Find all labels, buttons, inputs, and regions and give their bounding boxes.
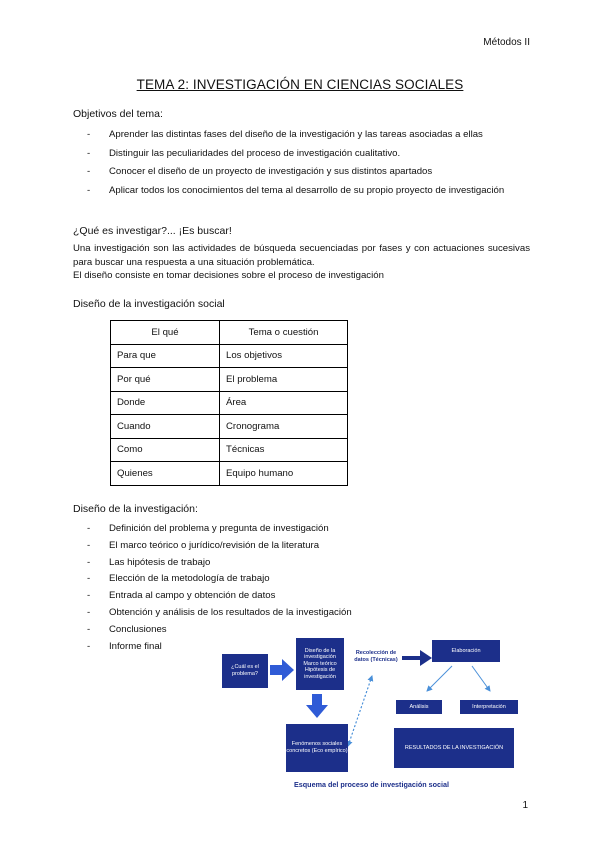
box-elaboration: Elaboración	[432, 640, 500, 662]
objectives-list	[73, 128, 530, 202]
design-steps-heading: Diseño de la investigación:	[73, 503, 198, 515]
design-definition-paragraph: El diseño consiste en tomar decisiones sobre el proceso de investigación	[73, 270, 384, 281]
arrow-down-icon	[306, 694, 328, 718]
list-item: - Aprender las distintas fases del diseño de la investigación y las tareas asociadas a ellas	[73, 128, 530, 142]
box-analysis: Análisis	[396, 700, 442, 714]
table-row	[111, 368, 348, 392]
column-header: Tema o cuestión	[220, 321, 348, 345]
box-interpretation: Interpretación	[460, 700, 518, 714]
social-design-table	[110, 320, 348, 486]
arrow-icon	[427, 666, 452, 691]
table-cell: Donde	[111, 391, 220, 415]
diagram-caption: Esquema del proceso de investigación social	[294, 780, 449, 789]
table-row	[111, 344, 348, 368]
box-results: RESULTADOS DE LA INVESTIGACIÓN	[394, 728, 514, 768]
table-cell: Equipo humano	[220, 462, 348, 486]
table-row	[111, 438, 348, 462]
list-item: - Obtención y análisis de los resultados de la investigación	[73, 606, 530, 620]
table-row	[111, 415, 348, 439]
list-item: - Conclusiones	[73, 623, 530, 637]
list-item: - Aplicar todos los conocimientos del tema al desarrollo de su propio proyecto de investigación	[73, 184, 530, 198]
list-item: - Las hipótesis de trabajo	[73, 556, 530, 570]
list-item: - Informe final	[73, 640, 530, 654]
list-item: - Conocer el diseño de un proyecto de investigación y sus distintos apartados	[73, 165, 530, 179]
list-item: - Distinguir las peculiaridades del proceso de investigación cualitativo.	[73, 147, 530, 161]
table-cell: Cronograma	[220, 415, 348, 439]
table-cell: Como	[111, 438, 220, 462]
table-cell: Para que	[111, 344, 220, 368]
table-cell: Técnicas	[220, 438, 348, 462]
social-design-heading: Diseño de la investigación social	[73, 298, 225, 310]
what-is-heading: ¿Qué es investigar?... ¡Es buscar!	[73, 225, 232, 237]
table-cell: El problema	[220, 368, 348, 392]
list-item: - El marco teórico o jurídico/revisión de la literatura	[73, 539, 530, 553]
column-header: El qué	[111, 321, 220, 345]
objectives-heading: Objetivos del tema:	[73, 108, 163, 120]
research-process-diagram	[222, 634, 522, 794]
page-number: 1	[522, 800, 528, 811]
list-item: - Definición del problema y pregunta de investigación	[73, 522, 530, 536]
what-is-paragraph: Una investigación son las actividades de búsqueda secuenciadas por fases y con actuaciones sucesivas para buscar una respuesta a una situación problemática.	[73, 243, 530, 268]
box-data-collection: Recolección de datos (Técnicas)	[351, 640, 401, 674]
list-item: - Elección de la metodología de trabajo	[73, 572, 530, 586]
list-item: - Entrada al campo y obtención de datos	[73, 589, 530, 603]
table-header-row	[111, 321, 348, 345]
dashed-arrow	[348, 676, 372, 746]
table-row	[111, 391, 348, 415]
table-cell: Los objetivos	[220, 344, 348, 368]
arrow-icon	[472, 666, 490, 691]
box-design: Diseño de la investigación Marco teórico Hipótesis de investigación	[296, 638, 344, 690]
table-cell: Área	[220, 391, 348, 415]
page-title: TEMA 2: INVESTIGACIÓN EN CIENCIAS SOCIALES	[136, 77, 464, 92]
table-cell: Por qué	[111, 368, 220, 392]
box-phenomena: Fenómenos sociales concretos (Eco empírico)	[286, 724, 348, 772]
table-cell: Quienes	[111, 462, 220, 486]
arrow-right-icon	[402, 650, 432, 666]
box-question: ¿Cuál es el problema?	[222, 654, 268, 688]
arrow-right-icon	[270, 659, 294, 681]
table-cell: Cuando	[111, 415, 220, 439]
table-row	[111, 462, 348, 486]
header-course: Métodos II	[483, 37, 530, 48]
